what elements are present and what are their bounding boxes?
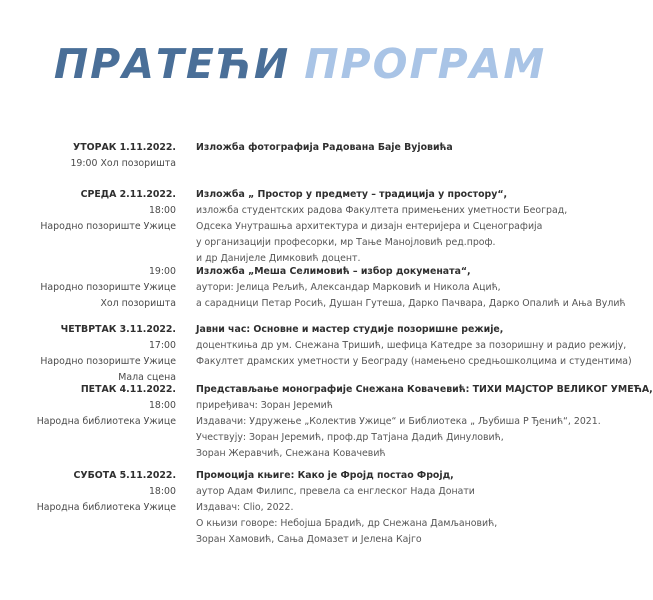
- event-detail: О књизи говоре: Небојша Брадић, др Снежана Дамљановић,: [196, 518, 498, 529]
- event-detail: изложба студентских радова Факултета примењених уметности Београд,: [196, 205, 568, 216]
- event-venue: Народна библиотека Ужице: [36, 416, 176, 427]
- event-time: 17:00: [148, 340, 176, 351]
- event-detail: Издавач: Clio, 2022.: [196, 502, 294, 513]
- event-date-place: [0, 140, 176, 172]
- event-venue: Народно позориште Ужице: [40, 282, 176, 293]
- event-date-place: [0, 468, 176, 516]
- event-day: СУБОТА 5.11.2022.: [73, 470, 176, 481]
- event-date-place: [0, 322, 176, 386]
- event-day: УТОРАК 1.11.2022.: [73, 142, 176, 153]
- event-day: ПЕТАК 4.11.2022.: [80, 384, 176, 395]
- event-description: [196, 264, 626, 312]
- event-detail: Факултет драмских уметности у Београду (намењено средњошколцима и студентима): [196, 356, 632, 367]
- event-detail: Одсека Унутрашња архитектура и дизајн ентеријера и Сценографија: [196, 221, 543, 232]
- event-detail: а сарадници Петар Росић, Душан Гутеша, Дарко Пачвара, Дарко Опалић и Ања Вулић: [196, 298, 626, 309]
- event-title: Изложба фотографија Радована Баје Вујовића: [196, 142, 453, 153]
- event-time-place: 19:00 Хол позоришта: [70, 158, 176, 169]
- event-venue: Народно позориште Ужице: [40, 356, 176, 367]
- event-detail: у организацији професорки, мр Тање Манојловић ред.проф.: [196, 237, 496, 248]
- event-detail: и др Даниjеле Димковић доцент.: [196, 253, 361, 264]
- event-detail: аутори: Јелица Рељић, Александар Марковић и Никола Ацић,: [196, 282, 501, 293]
- event-title: Промоција књиге: Како је Фројд постао Фројд,: [196, 470, 454, 481]
- event-detail: Учествују: Зоран Јеремић, проф.др Татјана Дадић Динуловић,: [196, 432, 504, 443]
- title-word-1: ПРАТЕЋИ: [53, 40, 291, 88]
- event-detail: доценткиња др ум. Снежана Тришић, шефица Катедре за позоришну и радио режију,: [196, 340, 627, 351]
- event-detail: Издавачи: Удружење „Колектив Ужице“ и Библиотека „ Љубиша Р Ђенић“, 2021.: [196, 416, 601, 427]
- event-time: 18:00: [148, 400, 176, 411]
- event-title: Изложба „ Простор у предмету – традиција у простору“,: [196, 189, 508, 200]
- event-time: 18:00: [148, 205, 176, 216]
- event-date-place: [0, 382, 176, 430]
- event-venue: Народна библиотека Ужице: [36, 502, 176, 513]
- event-title: Изложба „Меша Селимовић – избор докумената“,: [196, 266, 471, 277]
- event-description: [196, 382, 653, 462]
- title-word-2: ПРОГРАМ: [304, 40, 547, 88]
- event-title: Представљање монографије Снежана Ковачевић: ТИХИ МАЈСТОР ВЕЛИКОГ УМЕЋА,: [196, 384, 653, 395]
- event-venue: Народно позориште Ужице: [40, 221, 176, 232]
- event-time: 18:00: [148, 486, 176, 497]
- event-room: Мала сцена: [118, 372, 176, 383]
- event-description: [196, 187, 596, 267]
- event-description: [196, 322, 632, 370]
- event-detail: приређивач: Зоран Јеремић: [196, 400, 333, 411]
- event-date-place: [0, 264, 176, 312]
- event-day: СРЕДА 2.11.2022.: [80, 189, 176, 200]
- event-title: Јавни час: Основне и мастер студије позоришне режије,: [196, 324, 504, 335]
- event-day: ЧЕТВРТАК 3.11.2022.: [60, 324, 176, 335]
- event-room: Хол позоришта: [100, 298, 176, 309]
- event-detail: Зоран Жеравчић, Снежана Ковачевић: [196, 448, 386, 459]
- event-description: [196, 140, 596, 156]
- event-detail: аутор Адам Филипс, превела са енглеског Нада Донати: [196, 486, 475, 497]
- event-time: 19:00: [148, 266, 176, 277]
- event-description: [196, 468, 596, 548]
- event-detail: Зоран Хамовић, Сања Домазет и Јелена Кајго: [196, 534, 422, 545]
- page-title: [0, 40, 600, 88]
- event-date-place: [0, 187, 176, 235]
